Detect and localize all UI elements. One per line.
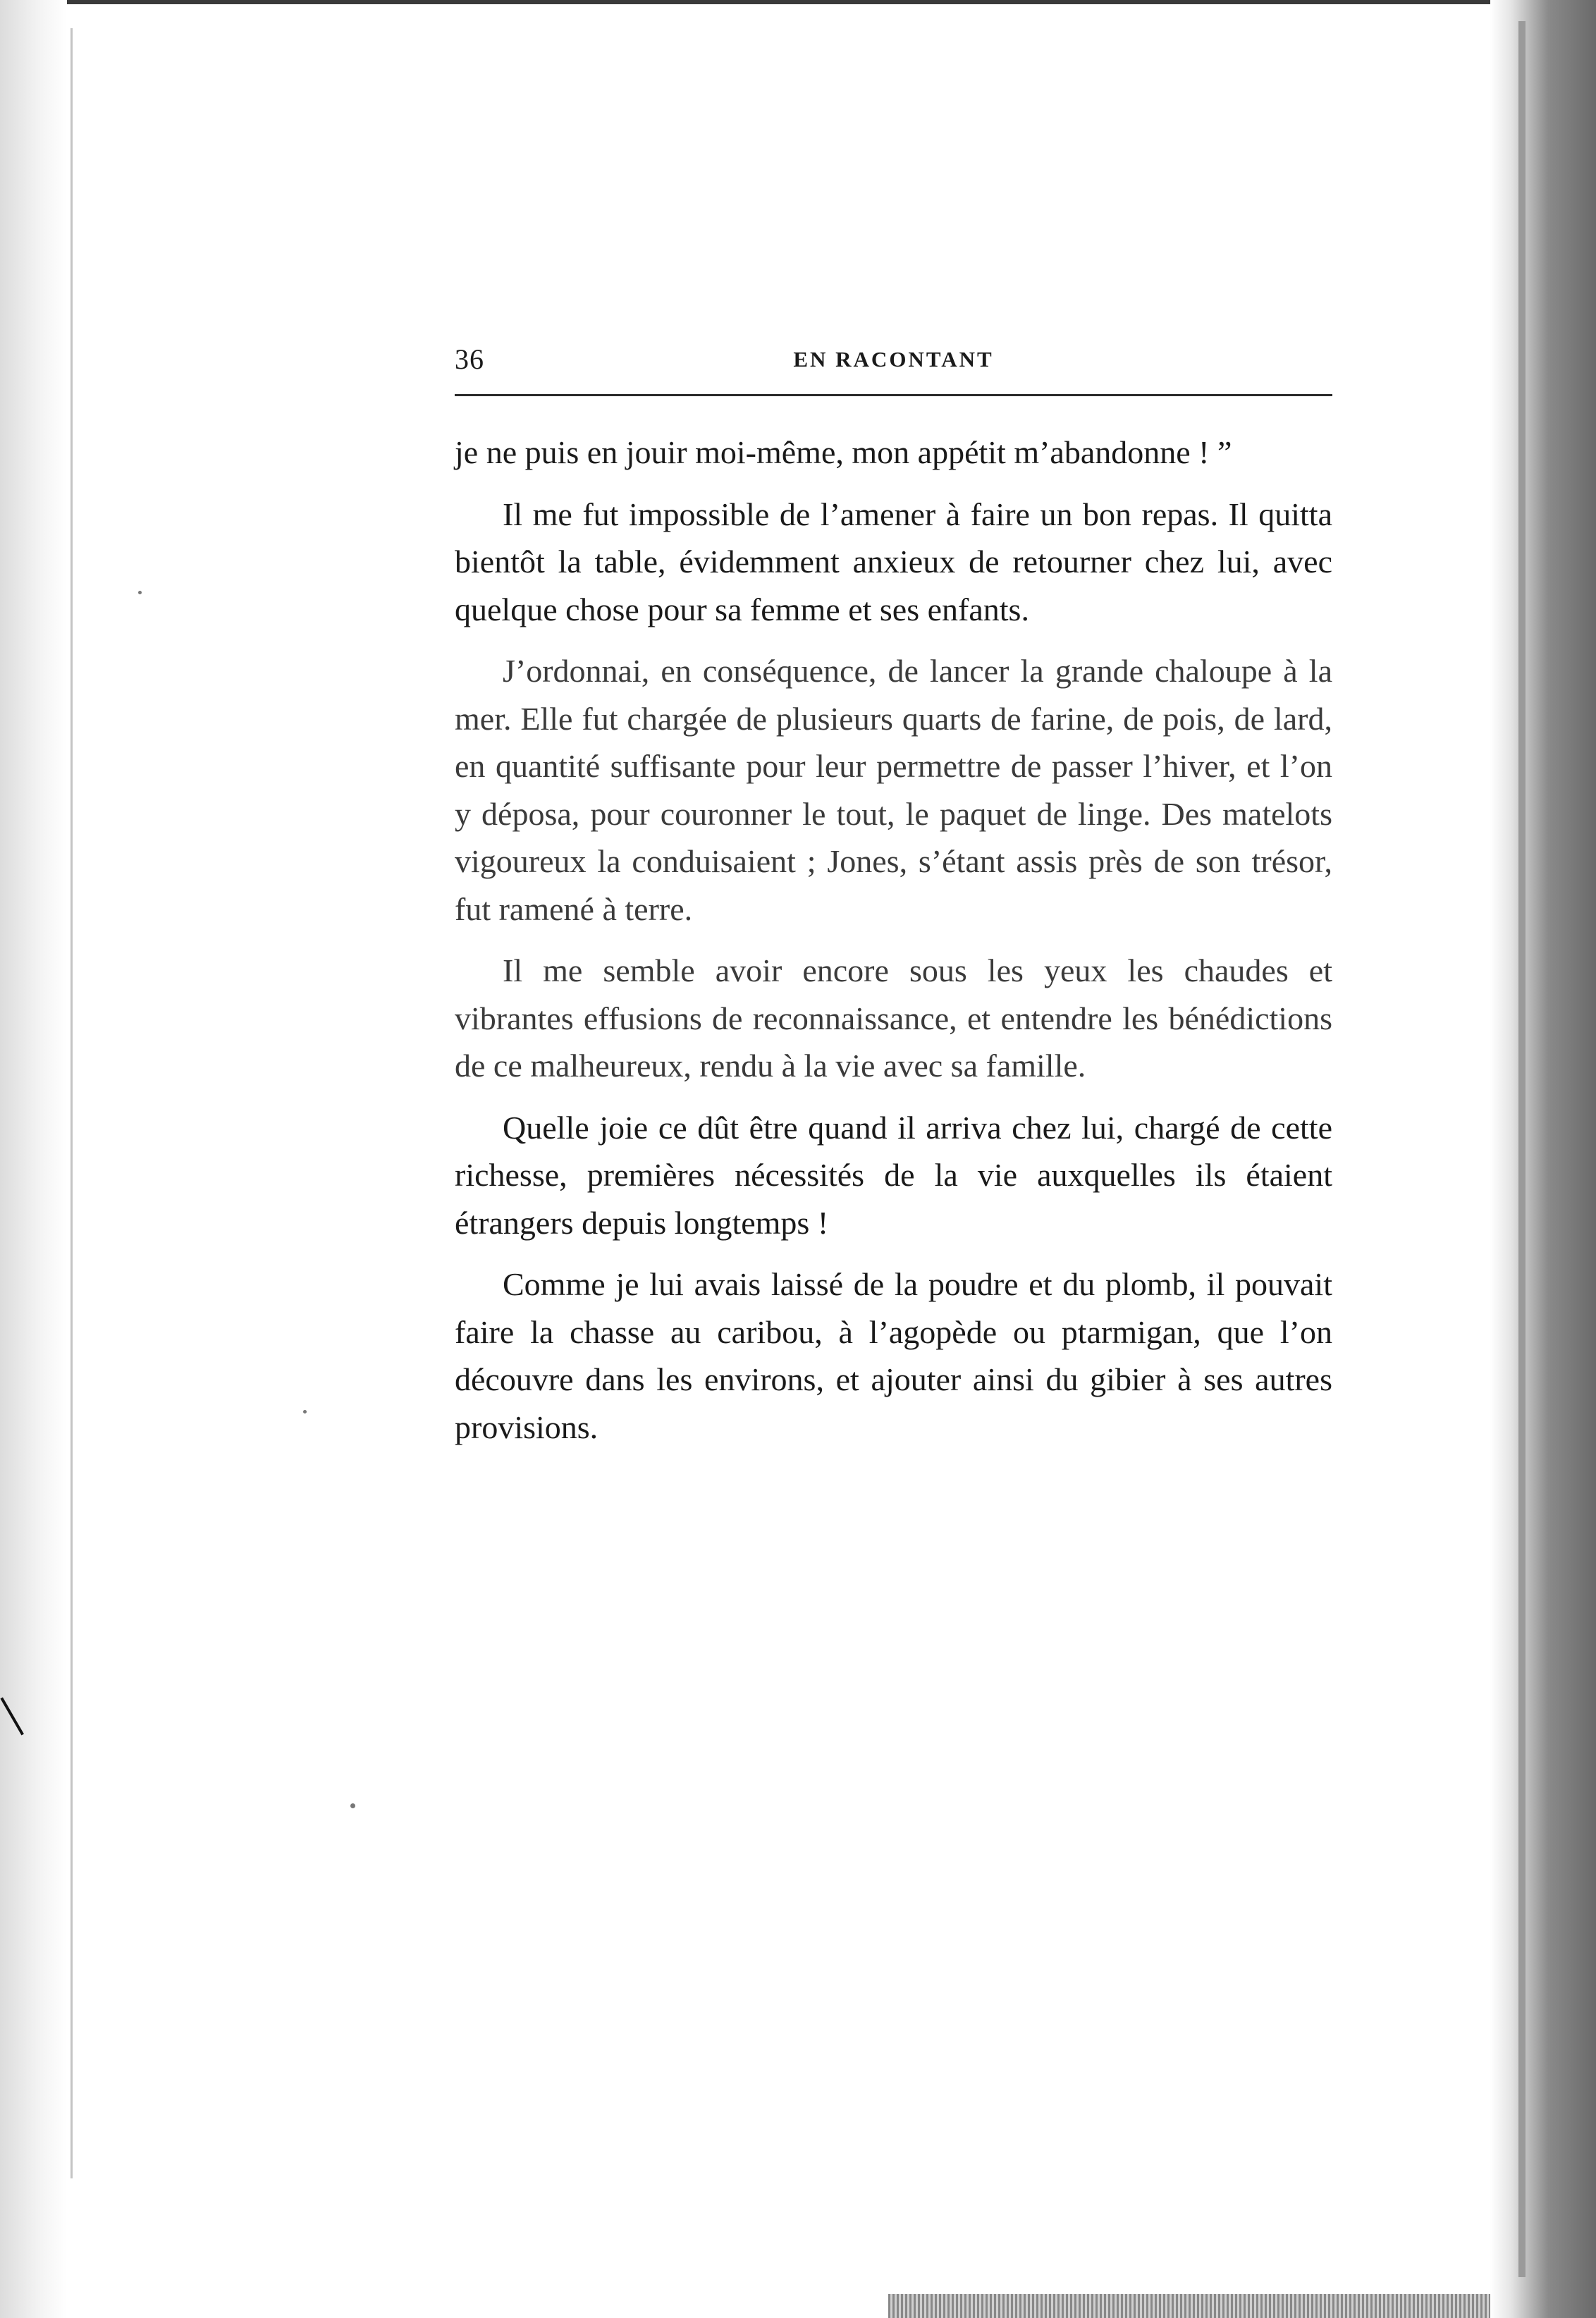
running-header	[455, 343, 1332, 385]
page-right-edge-line	[1518, 21, 1526, 2277]
header-rule	[455, 394, 1332, 396]
book-spine-shadow	[1490, 0, 1596, 2318]
paragraph: J’ordonnai, en conséquence, de lancer la grande chaloupe à la mer. Elle fut chargée de plusieurs quarts de farine, de pois, de lard, en quantité suffisante pour leur permettre de passer l’hiver, et l’on y déposa, pour couronner le tout, le paquet de linge. Des matelots vigoureux la conduisaient ; Jones, s’étant assis près de son trésor, fut ramené à terre.	[455, 653, 1332, 927]
paragraph-continuation: je ne puis en jouir moi-même, mon appétit m’abandonne ! ”	[455, 434, 1232, 470]
page-left-edge-line	[70, 28, 73, 2178]
paragraph: Il me fut impossible de l’amener à faire un bon repas. Il quitta bientôt la table, évidemment anxieux de retourner chez lui, avec quelque chose pour sa femme et ses enfants.	[455, 496, 1332, 627]
paragraph: Quelle joie ce dût être quand il arriva chez lui, chargé de cette richesse, premières nécessités de la vie auxquelles ils étaient étrangers depuis longtemps !	[455, 1109, 1332, 1241]
page-number: 36	[455, 343, 484, 375]
scan-bottom-edge	[888, 2294, 1490, 2318]
scan-speck	[350, 1803, 355, 1808]
page-left-margin-shadow	[0, 0, 67, 2318]
scan-top-edge	[0, 0, 1596, 4]
paragraph: Comme je lui avais laissé de la poudre et du plomb, il pouvait faire la chasse au caribou, à l’agopède ou ptarmigan, que l’on découvre dans les environs, et ajouter ainsi du gibier à ses autres provisions.	[455, 1266, 1332, 1445]
running-title: EN RACONTANT	[793, 347, 994, 372]
scan-speck	[303, 1410, 307, 1414]
paragraph: Il me semble avoir encore sous les yeux les chaudes et vibrantes effusions de reconnaissance, et entendre les bénédictions de ce malheureux, rendu à la vie avec sa famille.	[455, 952, 1332, 1084]
body-text	[455, 429, 1332, 1465]
scan-speck	[138, 591, 142, 594]
